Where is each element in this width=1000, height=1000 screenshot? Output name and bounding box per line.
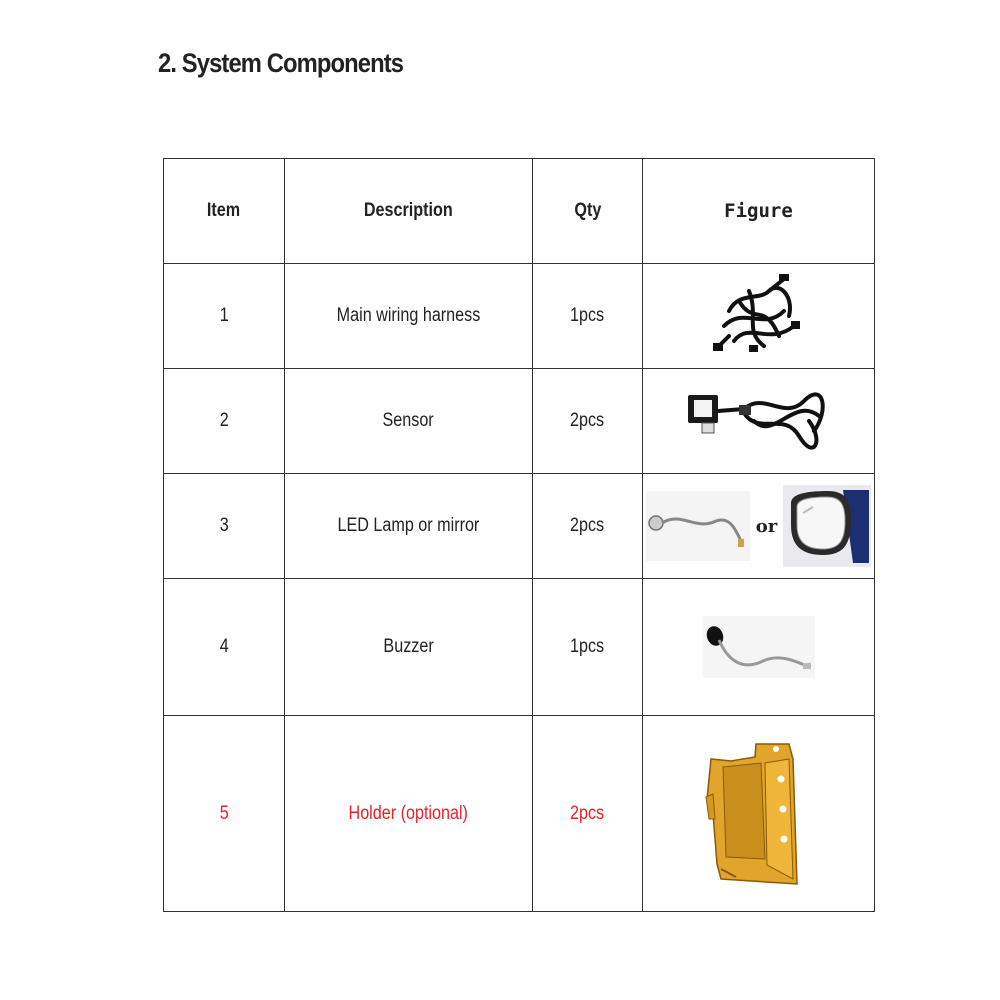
- cell-description: Holder (optional): [285, 716, 533, 912]
- led-lamp-icon: [646, 491, 750, 561]
- cell-qty: 2pcs: [533, 474, 643, 579]
- cell-description: Buzzer: [285, 579, 533, 716]
- side-mirror-icon: [783, 485, 871, 567]
- cell-qty: 1pcs: [533, 264, 643, 369]
- cell-figure: [643, 716, 875, 912]
- header-qty: Qty: [533, 159, 643, 264]
- table-row: [164, 369, 875, 474]
- holder-bracket-icon: [701, 739, 816, 889]
- cell-description: Main wiring harness: [285, 264, 533, 369]
- cell-item: 5: [164, 716, 285, 912]
- page-title: 2. System Components: [158, 48, 404, 78]
- table-row: [164, 579, 875, 716]
- components-table: [163, 158, 875, 912]
- table-row: [164, 474, 875, 579]
- cell-description: LED Lamp or mirror: [285, 474, 533, 579]
- cell-qty: 1pcs: [533, 579, 643, 716]
- cell-qty: 2pcs: [533, 716, 643, 912]
- buzzer-icon: [703, 616, 815, 678]
- cell-figure: [643, 369, 875, 474]
- cell-item: 4: [164, 579, 285, 716]
- cell-item: 2: [164, 369, 285, 474]
- cell-figure: [643, 579, 875, 716]
- cell-item: 1: [164, 264, 285, 369]
- header-item: Item: [164, 159, 285, 264]
- cell-item: 3: [164, 474, 285, 579]
- table-row: [164, 264, 875, 369]
- figure-or-text: or: [755, 515, 778, 537]
- cell-figure: [643, 264, 875, 369]
- cell-figure: [643, 474, 875, 579]
- wiring-harness-icon: [709, 271, 809, 361]
- header-figure: Figure: [643, 159, 875, 264]
- sensor-icon: [684, 381, 834, 461]
- header-description: Description: [285, 159, 533, 264]
- cell-description: Sensor: [285, 369, 533, 474]
- table-header-row: [164, 159, 875, 264]
- table-row: [164, 716, 875, 912]
- cell-qty: 2pcs: [533, 369, 643, 474]
